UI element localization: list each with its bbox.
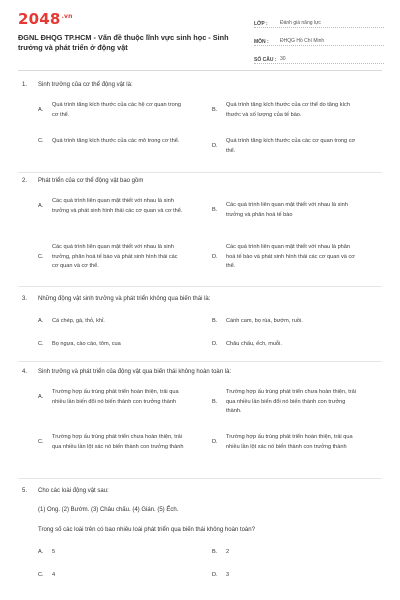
question-1-option-b[interactable]	[212, 101, 358, 120]
option-text: Quá trình tăng kích thước của các mô trong cơ thể.	[52, 138, 180, 144]
question-text: Phát triển của cơ thể động vật bao gồm	[38, 178, 144, 184]
question-4-stem	[22, 368, 231, 377]
option-letter: C.	[38, 253, 44, 260]
option-letter: D.	[212, 253, 218, 260]
question-5-option-c[interactable]	[38, 571, 184, 581]
option-text: 4	[52, 572, 56, 578]
question-text: Sinh trưởng và phát triển của động vật qua biến thái không hoàn toàn là:	[38, 369, 232, 375]
meta-label: SỐ CÂU :	[254, 57, 277, 63]
option-letter: D.	[212, 142, 218, 149]
option-text: Các quá trình liên quan mật thiết với nhau là sinh trưởng và phát sinh hình thái các cơ quan và cơ thể.	[52, 198, 183, 214]
logo-suffix: .vn	[61, 13, 73, 20]
option-text: Trường hợp ấu trùng phát triển chưa hoàn thiện, trải qua nhiều lần lột xác nó biến thành con trưởng thành	[52, 434, 184, 450]
meta-value: 30	[280, 56, 286, 62]
option-text: Quá trình tăng kích thước của các cơ quan trong cơ thể.	[226, 138, 356, 154]
question-2-option-a[interactable]	[38, 197, 184, 216]
worksheet-title: ĐGNL ĐHQG TP.HCM - Vấn đề thuộc lĩnh vực sinh học - Sinh trưởng và phát triển ở động vật	[18, 33, 229, 52]
question-4-option-d[interactable]	[212, 433, 358, 452]
option-text: Trường hợp ấu trùng phát triển hoàn thiện, trải qua nhiều lần lột xác nó biến thành con trưởng thành	[226, 434, 353, 450]
question-text: Những động vật sinh trưởng và phát triển không qua biến thái là:	[38, 296, 211, 302]
option-text: Các quá trình liên quan mật thiết với nhau là phân hoá tế bào và phát sinh hình thái các cơ quan và cơ thể.	[226, 244, 355, 269]
option-text: Trường hợp ấu trùng phát triển hoàn thiện, trải qua nhiều lần biến đổi nó biến thành con trưởng thành	[52, 389, 179, 405]
question-divider	[18, 478, 382, 479]
question-5-option-a[interactable]	[38, 548, 184, 558]
option-letter: C.	[38, 138, 44, 144]
question-number: 1.	[22, 82, 28, 88]
option-letter: D.	[212, 341, 218, 347]
option-letter: A.	[38, 393, 44, 400]
option-letter: B.	[212, 206, 218, 213]
question-2-option-d[interactable]	[212, 243, 358, 272]
question-2-option-b[interactable]	[212, 201, 358, 220]
question-4-option-c[interactable]	[38, 433, 184, 452]
option-letter: D.	[212, 438, 218, 445]
option-text: Quá trình tăng kích thước của cơ thể do tăng kích thước và số lượng của tế bào.	[226, 102, 350, 118]
question-3-option-d[interactable]	[212, 340, 358, 350]
question-4-option-b[interactable]	[212, 388, 358, 417]
question-divider	[18, 172, 382, 173]
option-text: Trường hợp ấu trùng phát triển chưa hoàn thiện, trải qua nhiều lần biến đổi nó biến thành con trưởng thành.	[226, 389, 356, 414]
option-letter: C.	[38, 438, 44, 445]
question-2-option-c[interactable]	[38, 243, 184, 272]
option-letter: B.	[212, 106, 218, 113]
option-letter: B.	[212, 398, 218, 405]
meta-label: MÔN :	[254, 39, 269, 45]
meta-row-count	[254, 48, 384, 64]
question-number: 3.	[22, 296, 28, 302]
option-text: Các quá trình liên quan mật thiết với nhau là sinh trưởng và phân hoá tế bào	[226, 202, 348, 218]
option-letter: B.	[212, 318, 218, 324]
question-1-option-c[interactable]	[38, 137, 184, 147]
question-3-option-b[interactable]	[212, 317, 358, 327]
header-divider	[18, 70, 382, 71]
meta-label: LỚP :	[254, 21, 268, 27]
option-text: Quá trình tăng kích thước của các hệ cơ quan trong cơ thể.	[52, 102, 181, 118]
option-letter: C.	[38, 341, 44, 347]
option-letter: A.	[38, 202, 44, 209]
option-letter: B.	[212, 549, 218, 555]
option-text: Các quá trình liên quan mật thiết với nhau là sinh trưởng, phân hoá tế bào và phát sinh hình thái các cơ quan và cơ thể.	[52, 244, 178, 269]
question-4-option-a[interactable]	[38, 388, 184, 407]
option-letter: A.	[38, 549, 44, 555]
meta-row-subject	[254, 30, 384, 46]
question-5-species-list: (1) Ong. (2) Bướm. (3) Châu chấu. (4) Gián. (5) Ếch.	[38, 507, 179, 513]
question-5-option-d[interactable]	[212, 571, 358, 581]
option-letter: A.	[38, 318, 44, 324]
meta-row-class	[254, 12, 384, 28]
question-divider	[18, 361, 382, 362]
option-letter: D.	[212, 572, 218, 578]
meta-box	[254, 12, 384, 66]
question-2-stem	[22, 177, 143, 186]
question-5-stem	[22, 487, 109, 496]
site-logo[interactable]	[18, 10, 73, 28]
option-text: Bọ ngựa, cào cào, tôm, cua	[52, 341, 121, 347]
option-text: Cá chép, gà, thỏ, khỉ.	[52, 318, 105, 324]
option-text: 2	[226, 549, 230, 555]
option-text: 3	[226, 572, 230, 578]
meta-value: Đánh giá năng lực	[280, 20, 321, 26]
question-3-stem	[22, 295, 210, 304]
question-text: Sinh trưởng của cơ thể động vật là:	[38, 82, 133, 88]
question-text: Cho các loài động vật sau:	[38, 488, 109, 494]
question-3-option-c[interactable]	[38, 340, 184, 350]
meta-value: ĐHQG Hồ Chí Minh	[280, 38, 325, 44]
question-1-option-d[interactable]	[212, 137, 358, 156]
logo-text: 2048	[18, 10, 61, 28]
option-text: Cánh cam, bọ rùa, bướm, ruồi.	[226, 318, 303, 324]
option-letter: C.	[38, 572, 44, 578]
question-number: 5.	[22, 488, 28, 494]
question-divider	[18, 286, 382, 287]
question-number: 2.	[22, 178, 28, 184]
option-letter: A.	[38, 106, 44, 113]
option-text: Châu chấu, ếch, muỗi.	[226, 341, 282, 347]
question-3-option-a[interactable]	[38, 317, 184, 327]
question-1-stem	[22, 81, 133, 90]
question-5-prompt: Trong số các loài trên có bao nhiêu loài phát triển qua biến thái không hoàn toàn?	[38, 527, 255, 533]
question-number: 4.	[22, 369, 28, 375]
option-text: 5	[52, 549, 56, 555]
question-1-option-a[interactable]	[38, 101, 184, 120]
question-5-option-b[interactable]	[212, 548, 358, 558]
